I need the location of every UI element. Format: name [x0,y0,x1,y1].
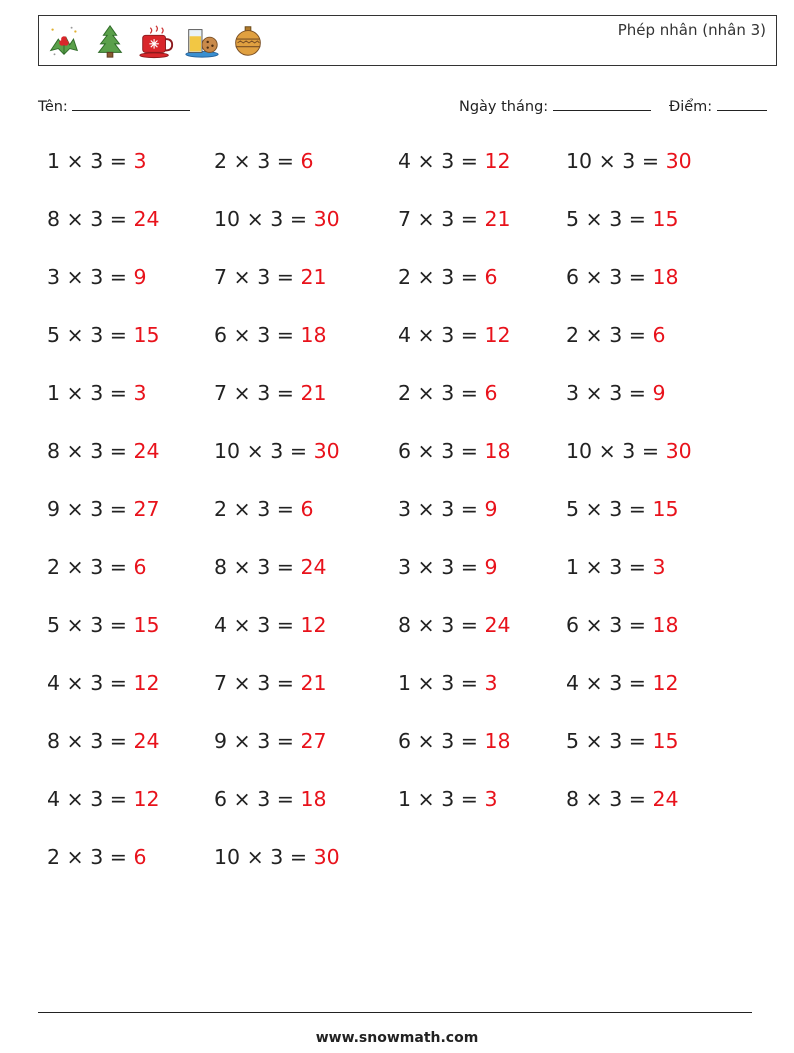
problem-item [398,207,511,231]
problem-answer: 30 [313,207,340,231]
problem-answer: 21 [484,207,511,231]
problem-question: 1 × 3 = [47,381,134,405]
problem-answer: 12 [652,671,679,695]
problem-answer: 6 [652,323,666,347]
problem-item [398,381,498,405]
problem-question: 4 × 3 = [214,613,301,637]
problem-item [566,381,666,405]
problem-item [47,265,147,289]
problem-question: 10 × 3 = [566,439,666,463]
problem-question: 6 × 3 = [398,439,485,463]
problem-item [214,671,327,695]
problem-question: 4 × 3 = [47,671,134,695]
problem-answer: 24 [133,729,160,753]
problem-answer: 6 [300,149,314,173]
problem-question: 3 × 3 = [47,265,134,289]
name-field[interactable] [38,95,190,115]
problem-question: 10 × 3 = [214,845,314,869]
problem-question: 8 × 3 = [214,555,301,579]
problem-answer: 9 [484,555,498,579]
date-field[interactable] [459,95,651,115]
problem-item [214,729,327,753]
problem-item [214,381,327,405]
problem-item [566,787,679,811]
problem-item [47,381,147,405]
problem-answer: 21 [300,265,327,289]
problem-answer: 30 [313,439,340,463]
problem-item [47,729,160,753]
problem-question: 6 × 3 = [566,613,653,637]
problem-question: 8 × 3 = [398,613,485,637]
problem-item [47,555,147,579]
problem-item [47,787,160,811]
problem-answer: 6 [133,555,147,579]
problem-item [214,323,327,347]
problem-answer: 6 [484,381,498,405]
problem-answer: 15 [133,613,160,637]
problem-item [47,323,160,347]
problem-answer: 18 [652,613,679,637]
problem-answer: 15 [652,207,679,231]
problem-question: 5 × 3 = [47,613,134,637]
problem-item [398,613,511,637]
problem-item [214,439,340,463]
problem-item [214,497,314,521]
problem-item [47,671,160,695]
worksheet-title: Phép nhân (nhân 3) [617,21,766,39]
problem-question: 8 × 3 = [566,787,653,811]
problem-answer: 21 [300,671,327,695]
problem-answer: 27 [133,497,160,521]
problem-answer: 12 [300,613,327,637]
problem-answer: 6 [133,845,147,869]
problem-item [47,439,160,463]
problem-answer: 18 [652,265,679,289]
score-field[interactable] [669,95,767,115]
problem-answer: 30 [665,439,692,463]
christmas-tree-icon [91,22,129,60]
problem-item [47,497,160,521]
problem-question: 2 × 3 = [214,149,301,173]
problem-question: 3 × 3 = [398,497,485,521]
name-label: Tên: [38,99,68,115]
problem-item [566,613,679,637]
problem-answer: 9 [484,497,498,521]
problem-item [214,265,327,289]
problem-item [398,265,498,289]
header-icons [45,22,267,60]
problem-question: 1 × 3 = [566,555,653,579]
footer-url: www.snowmath.com [315,1030,479,1046]
problem-answer: 30 [665,149,692,173]
problem-item [47,207,160,231]
problem-answer: 27 [300,729,327,753]
problem-item [214,207,340,231]
problem-question: 4 × 3 = [566,671,653,695]
problem-question: 2 × 3 = [47,555,134,579]
problem-question: 7 × 3 = [214,265,301,289]
problem-answer: 12 [484,149,511,173]
problem-answer: 24 [133,439,160,463]
problem-item [214,613,327,637]
problem-item [566,323,666,347]
problem-question: 6 × 3 = [214,323,301,347]
problem-question: 3 × 3 = [398,555,485,579]
problem-question: 3 × 3 = [566,381,653,405]
problem-answer: 9 [652,381,666,405]
problem-question: 2 × 3 = [566,323,653,347]
problem-question: 4 × 3 = [398,323,485,347]
problem-question: 2 × 3 = [47,845,134,869]
problem-answer: 15 [652,729,679,753]
problem-question: 5 × 3 = [566,497,653,521]
problem-question: 9 × 3 = [47,497,134,521]
problem-answer: 18 [484,729,511,753]
problem-question: 10 × 3 = [214,439,314,463]
problem-item [214,555,327,579]
problem-answer: 18 [300,787,327,811]
problem-answer: 24 [300,555,327,579]
problem-answer: 24 [484,613,511,637]
problem-question: 4 × 3 = [47,787,134,811]
problem-item [398,555,498,579]
problem-question: 9 × 3 = [214,729,301,753]
problem-question: 7 × 3 = [214,671,301,695]
problem-answer: 3 [133,381,147,405]
problem-item [398,497,498,521]
milk-cookie-icon [183,22,221,60]
problem-question: 7 × 3 = [398,207,485,231]
problem-question: 10 × 3 = [214,207,314,231]
footer-divider [38,1012,752,1013]
problem-question: 8 × 3 = [47,207,134,231]
problem-item [47,845,147,869]
date-blank-line[interactable] [553,95,651,111]
problem-answer: 6 [300,497,314,521]
problem-answer: 24 [133,207,160,231]
problem-item [566,497,679,521]
problem-question: 6 × 3 = [214,787,301,811]
problem-answer: 9 [133,265,147,289]
problem-question: 2 × 3 = [398,381,485,405]
problem-item [47,613,160,637]
problem-answer: 15 [133,323,160,347]
problem-item [214,149,314,173]
problem-item [566,729,679,753]
problem-item [566,439,692,463]
problem-question: 6 × 3 = [398,729,485,753]
problem-question: 10 × 3 = [566,149,666,173]
problem-question: 2 × 3 = [214,497,301,521]
worksheet-header [38,15,777,66]
problem-item [398,671,498,695]
score-blank-line[interactable] [717,95,767,111]
problem-question: 2 × 3 = [398,265,485,289]
problem-answer: 6 [484,265,498,289]
problem-item [398,149,511,173]
problem-answer: 12 [133,787,160,811]
problem-item [566,265,679,289]
ornament-ball-icon [229,22,267,60]
problem-answer: 12 [133,671,160,695]
problem-answer: 24 [652,787,679,811]
problem-item [214,845,340,869]
holly-icon [45,22,83,60]
problem-question: 5 × 3 = [566,729,653,753]
problem-question: 1 × 3 = [398,671,485,695]
problem-item [398,439,511,463]
score-label: Điểm: [669,99,713,115]
date-label: Ngày tháng: [459,99,549,115]
problem-answer: 3 [484,787,498,811]
problem-question: 7 × 3 = [214,381,301,405]
name-blank-line[interactable] [72,95,190,111]
problem-question: 8 × 3 = [47,729,134,753]
problem-item [47,149,147,173]
problem-question: 5 × 3 = [47,323,134,347]
problem-answer: 18 [484,439,511,463]
problem-item [398,729,511,753]
problem-answer: 18 [300,323,327,347]
hot-drink-mug-icon [137,22,175,60]
problem-question: 6 × 3 = [566,265,653,289]
problem-item [566,149,692,173]
problem-answer: 3 [484,671,498,695]
problem-question: 4 × 3 = [398,149,485,173]
problem-answer: 12 [484,323,511,347]
problem-answer: 3 [652,555,666,579]
problem-answer: 15 [652,497,679,521]
problem-answer: 21 [300,381,327,405]
problem-answer: 30 [313,845,340,869]
problem-item [398,787,498,811]
problem-item [566,671,679,695]
problem-item [398,323,511,347]
problem-item [566,207,679,231]
problem-answer: 3 [133,149,147,173]
problem-question: 1 × 3 = [47,149,134,173]
problem-question: 5 × 3 = [566,207,653,231]
problem-item [566,555,666,579]
problem-question: 8 × 3 = [47,439,134,463]
problem-item [214,787,327,811]
problem-question: 1 × 3 = [398,787,485,811]
